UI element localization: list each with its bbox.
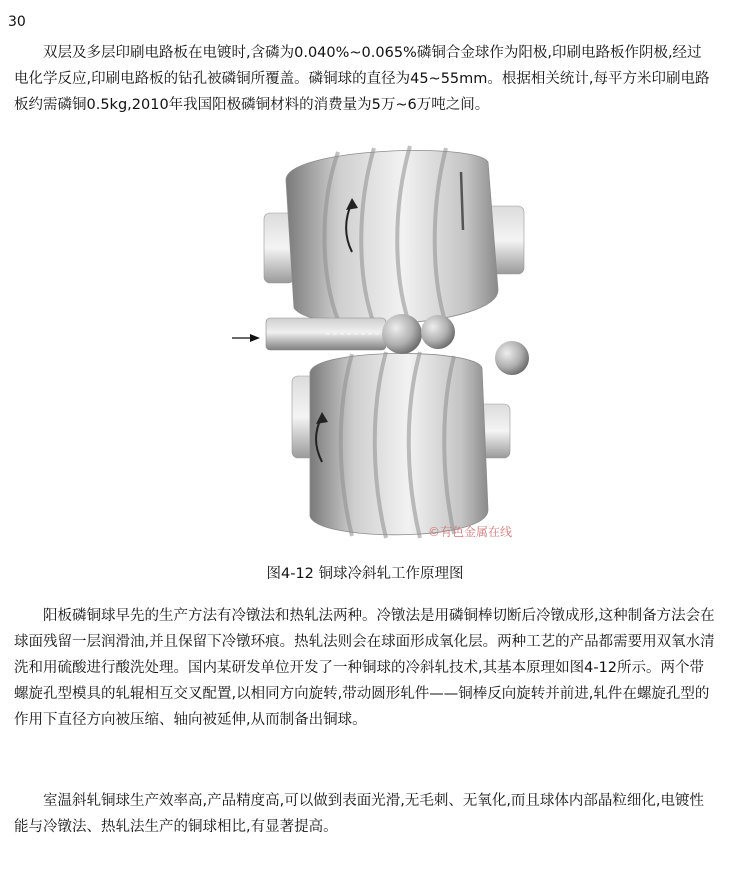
watermark-text: ©有色金属在线 (428, 525, 513, 539)
figure-caption: 图4-12 铜球冷斜轧工作原理图 (266, 566, 464, 582)
lower-roll (292, 352, 513, 539)
finished-copper-ball (495, 341, 529, 375)
page-number: 30 (8, 14, 26, 30)
figure-skew-rolling-diagram (226, 140, 550, 548)
forming-ball (382, 314, 422, 354)
feed-arrow-icon (232, 334, 260, 342)
upper-roll (264, 146, 524, 326)
paragraph-advantages: 室温斜轧铜球生产效率高,产品精度高,可以做到表面光滑,无毛刺、无氧化,而且球体内部晶粒细化,电镀性能与冷镦法、热轧法生产的铜球相比,有显著提高。 (14, 793, 705, 835)
skew-rolling-illustration (226, 140, 550, 548)
paragraph-intro: 双层及多层印刷电路板在电镀时,含磷为0.040%~0.065%磷铜合金球作为阳极,印刷电路板作阴极,经过电化学反应,印刷电路板的钻孔被磷铜所覆盖。磷铜球的直径为45~55mm。根据相关统计,每平方米印刷电路板约需磷铜0.5kg,2010年我国阳极磷铜材料的消费量为5万~6万吨之间。 (14, 45, 710, 113)
forming-ball (421, 315, 455, 349)
paragraph-method: 阳板磷铜球早先的生产方法有冷镦法和热轧法两种。冷镦法是用磷铜棒切断后冷镦成形,这种制备方法会在球面残留一层润滑油,并且保留下冷镦环痕。热轧法则会在球面形成氧化层。两种工艺的产品都需要用双氧水清洗和用硫酸进行酸洗处理。国内某研发单位开发了一种铜球的冷斜轧技术,其基本原理如图4-12所示。两个带螺旋孔型模具的轧辊相互交叉配置,以相同方向旋转,带动圆形轧件——铜棒反向旋转并前进,轧件在螺旋孔型的作用下直径方向被压缩、轴向被延伸,从而制备出铜球。 (14, 608, 715, 728)
